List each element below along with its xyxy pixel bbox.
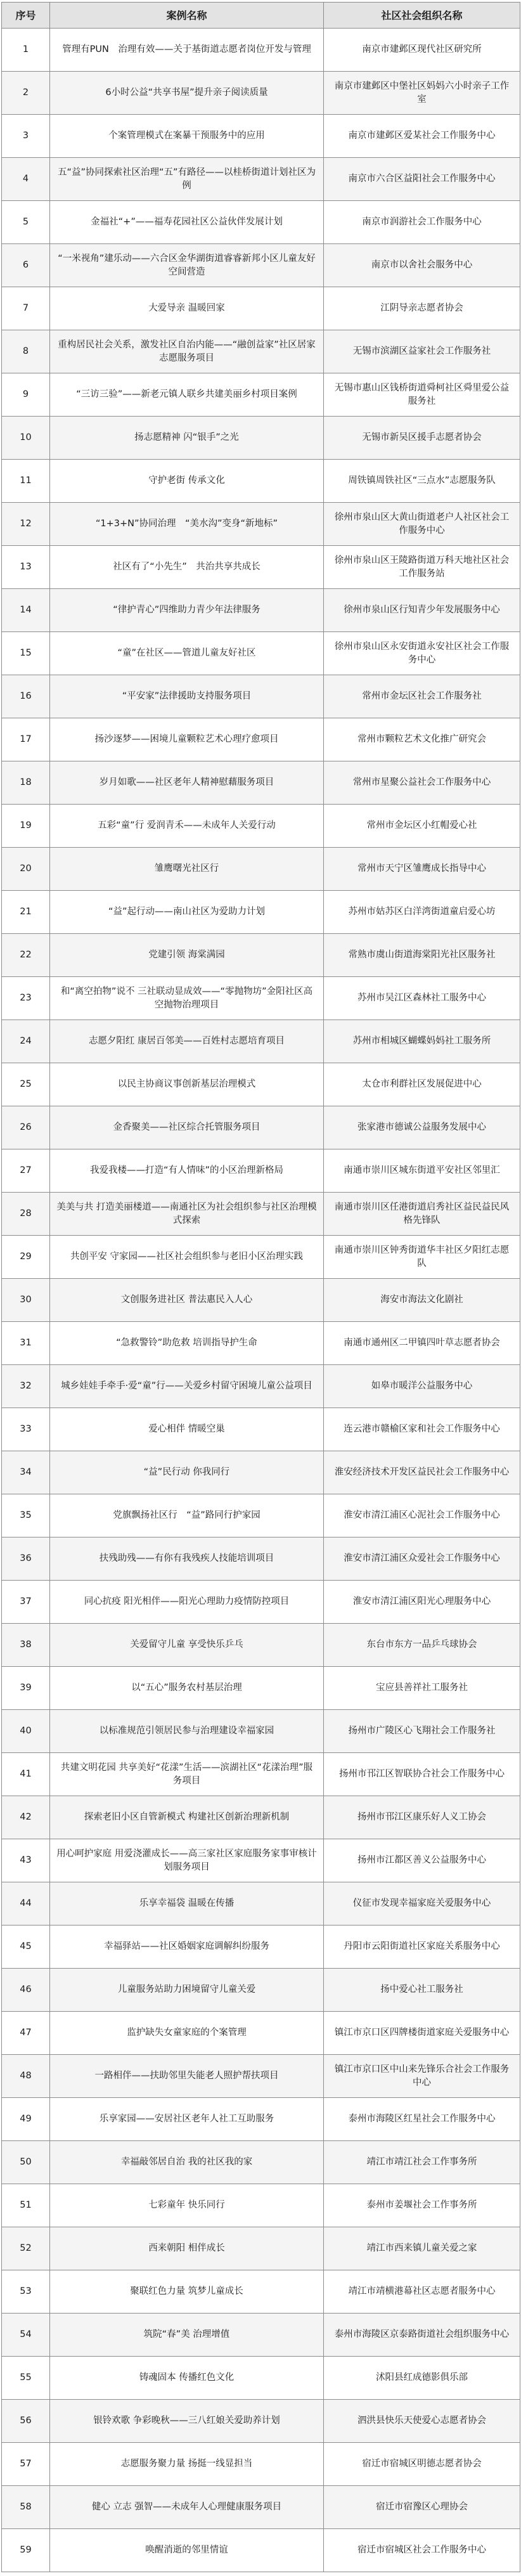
table-row — [2, 891, 520, 934]
cell-no: 35 — [2, 1494, 50, 1537]
cell-case-name: 共创平安 守家园——社区社会组织参与老旧小区治理实践 — [50, 1236, 324, 1279]
cell-org-name: 扬州市江都区善义公益服务中心 — [324, 1839, 520, 1882]
table-row — [2, 244, 520, 287]
table-row — [2, 1710, 520, 1753]
case-table — [1, 2, 520, 2572]
cell-no: 46 — [2, 1969, 50, 2012]
cell-case-name: “三访三验”——新老元镇人联乡共建美丽乡村项目案例 — [50, 373, 324, 417]
header-no: 序号 — [2, 3, 50, 29]
cell-case-name: 以“五心”服务农村基层治理 — [50, 1667, 324, 1710]
table-row — [2, 1106, 520, 1149]
cell-no: 57 — [2, 2443, 50, 2486]
cell-case-name: 监护缺失女童家庭的个案管理 — [50, 2012, 324, 2055]
cell-no: 21 — [2, 891, 50, 934]
table-row — [2, 115, 520, 158]
table-row — [2, 1236, 520, 1279]
cell-org-name: 太仓市利群社区发展促进中心 — [324, 1063, 520, 1106]
cell-no: 12 — [2, 503, 50, 546]
cell-case-name: 唤醒消逝的邻里情谊 — [50, 2529, 324, 2572]
cell-no: 51 — [2, 2184, 50, 2227]
cell-case-name: 和“离空拍物”说不 三社联动显成效——“零抛物坊”金阳社区高空抛物治理项目 — [50, 977, 324, 1020]
cell-case-name: 重构居民社会关系，激发社区自治内能——“融创益家”社区居家志愿服务项目 — [50, 330, 324, 373]
cell-org-name: 淮安市清江浦区众爱社会工作服务中心 — [324, 1537, 520, 1581]
cell-no: 9 — [2, 373, 50, 417]
cell-no: 22 — [2, 934, 50, 977]
cell-no: 2 — [2, 72, 50, 115]
table-row — [2, 1193, 520, 1236]
table-row — [2, 1969, 520, 2012]
table-header-row — [2, 3, 520, 29]
cell-no: 32 — [2, 1365, 50, 1408]
table-row — [2, 158, 520, 201]
table-row — [2, 2227, 520, 2270]
cell-case-name: 幸福驿站——社区婚姻家庭调解纠纷服务 — [50, 1926, 324, 1969]
cell-org-name: 徐州市泉山区行知青少年发展服务中心 — [324, 589, 520, 632]
cell-org-name: 常州市颗粒艺术文化推广研究会 — [324, 718, 520, 761]
cell-org-name: 无锡市滨湖区益家社会工作服务社 — [324, 330, 520, 373]
cell-no: 28 — [2, 1193, 50, 1236]
cell-no: 34 — [2, 1451, 50, 1494]
table-row — [2, 1322, 520, 1365]
cell-org-name: 靖江市靖横港幕社区志愿者服务中心 — [324, 2270, 520, 2314]
cell-org-name: 如皋市暖洋公益服务中心 — [324, 1365, 520, 1408]
cell-case-name: “益”民行动 你我同行 — [50, 1451, 324, 1494]
cell-org-name: 常州市金坛区社会工作服务社 — [324, 675, 520, 718]
cell-org-name: 南京市建邺区现代社区研究所 — [324, 29, 520, 72]
cell-case-name: “平安家”法律援助支持服务项目 — [50, 675, 324, 718]
cell-case-name: 文创服务进社区 普法惠民入人心 — [50, 1279, 324, 1322]
cell-no: 40 — [2, 1710, 50, 1753]
cell-org-name: 宿迁市宿城区社会工作服务中心 — [324, 2529, 520, 2572]
table-row — [2, 1839, 520, 1882]
cell-no: 53 — [2, 2270, 50, 2314]
cell-case-name: “急救警铃”助危救 培训指导护生命 — [50, 1322, 324, 1365]
cell-org-name: 镇江市京口区四牌楼街道家庭关爱服务中心 — [324, 2012, 520, 2055]
cell-no: 36 — [2, 1537, 50, 1581]
table-row — [2, 2486, 520, 2529]
cell-case-name: 乐享家园——安居社区老年人社工互助服务 — [50, 2098, 324, 2141]
table-row — [2, 761, 520, 805]
cell-no: 8 — [2, 330, 50, 373]
cell-case-name: 金香聚美——社区综合托管服务项目 — [50, 1106, 324, 1149]
cell-org-name: 沭阳县红成德影俱乐部 — [324, 2357, 520, 2400]
table-row — [2, 2270, 520, 2314]
cell-org-name: 南通市崇川区钟秀街道华丰社区夕阳红志愿队 — [324, 1236, 520, 1279]
cell-org-name: 南京市六合区益阳社会工作服务中心 — [324, 158, 520, 201]
cell-case-name: 银铃欢歌 争彩晚秋——三八红娘关爱助养计划 — [50, 2400, 324, 2443]
cell-case-name: 儿童服务站助力困境留守儿童关爱 — [50, 1969, 324, 2012]
cell-no: 29 — [2, 1236, 50, 1279]
table-row — [2, 1451, 520, 1494]
table-row — [2, 1149, 520, 1193]
table-row — [2, 1537, 520, 1581]
cell-no: 17 — [2, 718, 50, 761]
cell-no: 25 — [2, 1063, 50, 1106]
cell-org-name: 淮安市清江浦区阳光心理服务中心 — [324, 1581, 520, 1624]
header-org-name: 社区社会组织名称 — [324, 3, 520, 29]
cell-org-name: 扬州市广陵区心飞翔社会工作服务社 — [324, 1710, 520, 1753]
cell-case-name: “童”在社区——管道儿童友好社区 — [50, 632, 324, 675]
cell-org-name: 南京市建邺区爱某社会工作服务中心 — [324, 115, 520, 158]
table-row — [2, 330, 520, 373]
cell-no: 45 — [2, 1926, 50, 1969]
cell-no: 10 — [2, 417, 50, 460]
cell-org-name: 海安市海法文化剧社 — [324, 1279, 520, 1322]
table-row — [2, 2098, 520, 2141]
cell-no: 14 — [2, 589, 50, 632]
table-row — [2, 373, 520, 417]
cell-no: 52 — [2, 2227, 50, 2270]
cell-case-name: 五“益”协同探索社区治理“五”有路径——以桂桥街道计划社区为例 — [50, 158, 324, 201]
cell-case-name: 以民主协商议事创新基层治理模式 — [50, 1063, 324, 1106]
cell-no: 23 — [2, 977, 50, 1020]
table-row — [2, 1408, 520, 1451]
cell-no: 33 — [2, 1408, 50, 1451]
cell-no: 39 — [2, 1667, 50, 1710]
cell-case-name: 志愿服务聚力量 扬挺一线显担当 — [50, 2443, 324, 2486]
table-row — [2, 1279, 520, 1322]
cell-no: 13 — [2, 546, 50, 589]
cell-case-name: 幸福敲邻居自治 我的社区我的家 — [50, 2141, 324, 2184]
cell-no: 59 — [2, 2529, 50, 2572]
cell-case-name: 一路相伴——扶助邻里失能老人照护帮扶项目 — [50, 2055, 324, 2098]
cell-case-name: 6小时公益“共享书屋”提升亲子阅读质量 — [50, 72, 324, 115]
cell-no: 31 — [2, 1322, 50, 1365]
cell-org-name: 南京市润游社会工作服务中心 — [324, 201, 520, 244]
cell-org-name: 扬中爱心社工服务社 — [324, 1969, 520, 2012]
table-row — [2, 718, 520, 761]
document-page — [1, 2, 520, 2572]
cell-org-name: 宿迁市宿城区明德志愿者协会 — [324, 2443, 520, 2486]
cell-no: 27 — [2, 1149, 50, 1193]
table-row — [2, 287, 520, 330]
cell-org-name: 常州市天宁区雏鹰成长指导中心 — [324, 848, 520, 891]
cell-no: 7 — [2, 287, 50, 330]
table-row — [2, 805, 520, 848]
table-row — [2, 977, 520, 1020]
cell-org-name: 宝应县善祥社工服务社 — [324, 1667, 520, 1710]
cell-case-name: 共建文明花园 共享美好“花漾”生活——滨湖社区“花漾治理”服务项目 — [50, 1753, 324, 1796]
cell-no: 11 — [2, 460, 50, 503]
table-row — [2, 2184, 520, 2227]
table-row — [2, 1494, 520, 1537]
table-row — [2, 934, 520, 977]
cell-case-name: 党旗飘扬社区行 “益”路同行护家园 — [50, 1494, 324, 1537]
table-row — [2, 675, 520, 718]
cell-case-name: 同心抗疫 阳光相伴——阳光心理助力疫情防控项目 — [50, 1581, 324, 1624]
table-row — [2, 1624, 520, 1667]
cell-no: 20 — [2, 848, 50, 891]
cell-case-name: 城乡娃娃手牵手·爱“童”行——关爱乡村留守困境儿童公益项目 — [50, 1365, 324, 1408]
cell-org-name: 南通市通州区二甲镇四叶草志愿者协会 — [324, 1322, 520, 1365]
table-row — [2, 201, 520, 244]
table-row — [2, 2443, 520, 2486]
cell-org-name: 无锡市惠山区钱桥街道舜柯社区舜里爱公益服务社 — [324, 373, 520, 417]
cell-case-name: 爱心相伴 情暖空巢 — [50, 1408, 324, 1451]
cell-case-name: 金福社“+”——福寿花园社区公益伙伴发展计划 — [50, 201, 324, 244]
cell-org-name: 淮安市清江浦区心泥社会工作服务中心 — [324, 1494, 520, 1537]
cell-org-name: 常州市星聚公益社会工作服务中心 — [324, 761, 520, 805]
cell-org-name: 南通市崇川区任港街道启秀社区益民益民风格先锋队 — [324, 1193, 520, 1236]
cell-org-name: 江阴导亲志愿者协会 — [324, 287, 520, 330]
cell-case-name: “律护青心”四维助力青少年法律服务 — [50, 589, 324, 632]
cell-case-name: 志愿夕阳红 康居百邻美——百姓村志愿培育项目 — [50, 1020, 324, 1063]
table-body — [2, 29, 520, 2572]
cell-org-name: 无锡市新吴区援手志愿者协会 — [324, 417, 520, 460]
cell-case-name: 七彩童年 快乐同行 — [50, 2184, 324, 2227]
cell-case-name: 西来朝阳 相伴成长 — [50, 2227, 324, 2270]
cell-case-name: 铸魂固本 传播红色文化 — [50, 2357, 324, 2400]
cell-no: 3 — [2, 115, 50, 158]
cell-case-name: 聚联红色力量 筑梦儿童成长 — [50, 2270, 324, 2314]
cell-no: 15 — [2, 632, 50, 675]
cell-org-name: 仪征市发现幸福家庭关爱服务中心 — [324, 1882, 520, 1926]
cell-case-name: 个案管理模式在案暴干预服务中的应用 — [50, 115, 324, 158]
table-row — [2, 29, 520, 72]
cell-case-name: 党建引领 海棠满园 — [50, 934, 324, 977]
cell-no: 1 — [2, 29, 50, 72]
cell-org-name: 靖江市西来镇儿童关爱之家 — [324, 2227, 520, 2270]
cell-case-name: “益”起行动——南山社区为爱助力计划 — [50, 891, 324, 934]
cell-case-name: 扶残助残——有你有我残疾人技能培训项目 — [50, 1537, 324, 1581]
cell-case-name: 我爱我楼——打造“有人情味”的小区治理新格局 — [50, 1149, 324, 1193]
cell-case-name: 守护老街 传承文化 — [50, 460, 324, 503]
cell-no: 4 — [2, 158, 50, 201]
cell-no: 41 — [2, 1753, 50, 1796]
cell-case-name: 管理有PUN 治理有效——关于基街道志愿者岗位开发与管理 — [50, 29, 324, 72]
cell-no: 5 — [2, 201, 50, 244]
table-row — [2, 1063, 520, 1106]
cell-case-name: 雏鹰曙光社区行 — [50, 848, 324, 891]
table-row — [2, 1365, 520, 1408]
cell-org-name: 南京市建邺区中堡社区妈妈六小时亲子工作室 — [324, 72, 520, 115]
table-row — [2, 417, 520, 460]
cell-case-name: 五彩“童”行 爱润青禾——未成年人关爱行动 — [50, 805, 324, 848]
cell-case-name: 美美与共 打造美丽楼道——南通社区为社会组织参与社区治理模式探索 — [50, 1193, 324, 1236]
cell-case-name: 扬沙逐梦——困境儿童颗粒艺术心理疗愈项目 — [50, 718, 324, 761]
cell-org-name: 泰州市姜堰社会工作事务所 — [324, 2184, 520, 2227]
cell-no: 58 — [2, 2486, 50, 2529]
table-row — [2, 2314, 520, 2357]
table-row — [2, 848, 520, 891]
cell-org-name: 扬州市邗江区智联协合社会工作服务中心 — [324, 1753, 520, 1796]
cell-org-name: 靖江市靖江社会工作事务所 — [324, 2141, 520, 2184]
cell-org-name: 淮安经济技术开发区益民社会工作服务中心 — [324, 1451, 520, 1494]
cell-org-name: 南通市崇川区城东街道平安社区邻里汇 — [324, 1149, 520, 1193]
header-case-name: 案例名称 — [50, 3, 324, 29]
cell-no: 42 — [2, 1796, 50, 1839]
table-row — [2, 2012, 520, 2055]
table-row — [2, 2357, 520, 2400]
cell-case-name: 岁月如歌——社区老年人精神慰藉服务项目 — [50, 761, 324, 805]
cell-case-name: 筑院“春”美 治理增值 — [50, 2314, 324, 2357]
cell-no: 38 — [2, 1624, 50, 1667]
table-row — [2, 632, 520, 675]
cell-case-name: 用心呵护家庭 用爱浇灌成长——高三家社区家庭服务家事审核计划服务项目 — [50, 1839, 324, 1882]
cell-no: 44 — [2, 1882, 50, 1926]
table-row — [2, 546, 520, 589]
cell-case-name: 探索老旧小区自管新模式 构建社区创新治理新机制 — [50, 1796, 324, 1839]
table-row — [2, 503, 520, 546]
cell-org-name: 徐州市泉山区王陵路街道万科天地社区社会工作服务站 — [324, 546, 520, 589]
cell-org-name: 苏州市相城区蝴蝶妈妈社工服务所 — [324, 1020, 520, 1063]
cell-org-name: 徐州市泉山区永安街道永安社区社会工作服务中心 — [324, 632, 520, 675]
cell-no: 24 — [2, 1020, 50, 1063]
cell-no: 19 — [2, 805, 50, 848]
cell-org-name: 苏州市吴江区森林社工服务中心 — [324, 977, 520, 1020]
cell-org-name: 张家港市德诚公益服务发展中心 — [324, 1106, 520, 1149]
table-row — [2, 1020, 520, 1063]
cell-org-name: 徐州市泉山区大黄山街道老户人社区社会工作服务中心 — [324, 503, 520, 546]
cell-no: 54 — [2, 2314, 50, 2357]
cell-org-name: 泰州市海陵区京泰路街道社会组织服务中心 — [324, 2314, 520, 2357]
table-row — [2, 2055, 520, 2098]
cell-no: 30 — [2, 1279, 50, 1322]
table-row — [2, 2529, 520, 2572]
cell-no: 56 — [2, 2400, 50, 2443]
cell-no: 6 — [2, 244, 50, 287]
cell-org-name: 周铁镇周铁社区“三点水”志愿服务队 — [324, 460, 520, 503]
table-row — [2, 1926, 520, 1969]
cell-org-name: 苏州市姑苏区白洋湾街道童启爱心坊 — [324, 891, 520, 934]
cell-case-name: 健心 立志 强智——未成年人心理健康服务项目 — [50, 2486, 324, 2529]
cell-org-name: 常熟市虞山街道海棠阳光社区服务社 — [324, 934, 520, 977]
cell-case-name: “1+3+N”协同治理 “美水沟”变身“新地标” — [50, 503, 324, 546]
cell-org-name: 镇江市京口区中山来先锋乐合社会工作服务中心 — [324, 2055, 520, 2098]
table-row — [2, 2400, 520, 2443]
table-row — [2, 72, 520, 115]
cell-org-name: 南京市以舍社会服务中心 — [324, 244, 520, 287]
cell-no: 50 — [2, 2141, 50, 2184]
cell-no: 48 — [2, 2055, 50, 2098]
cell-org-name: 丹阳市云阳街道社区家庭关系服务中心 — [324, 1926, 520, 1969]
cell-org-name: 宿迁市宿豫区心理协会 — [324, 2486, 520, 2529]
cell-org-name: 扬州市邗江区康乐好人义工协会 — [324, 1796, 520, 1839]
cell-case-name: 关爱留守儿童 享受快乐乒乓 — [50, 1624, 324, 1667]
cell-no: 37 — [2, 1581, 50, 1624]
cell-no: 16 — [2, 675, 50, 718]
cell-no: 47 — [2, 2012, 50, 2055]
cell-org-name: 常州市金坛区小红帽爱心社 — [324, 805, 520, 848]
table-row — [2, 1667, 520, 1710]
cell-no: 18 — [2, 761, 50, 805]
cell-case-name: 扬志愿精神 闪“银手”之光 — [50, 417, 324, 460]
table-row — [2, 2141, 520, 2184]
cell-no: 26 — [2, 1106, 50, 1149]
cell-no: 49 — [2, 2098, 50, 2141]
cell-case-name: 以标准规范引领居民参与治理建设幸福家园 — [50, 1710, 324, 1753]
cell-org-name: 东台市东方一品乒乓球协会 — [324, 1624, 520, 1667]
table-row — [2, 1882, 520, 1926]
cell-no: 55 — [2, 2357, 50, 2400]
table-row — [2, 1753, 520, 1796]
cell-org-name: 连云港市赣榆区家和社会工作服务中心 — [324, 1408, 520, 1451]
cell-case-name: 大爱导亲 温暖回家 — [50, 287, 324, 330]
table-row — [2, 1581, 520, 1624]
cell-case-name: 社区有了“小先生” 共治共享共成长 — [50, 546, 324, 589]
cell-case-name: “一米视角”建乐动——六合区金华湖街道睿睿新邦小区儿童友好空间营造 — [50, 244, 324, 287]
table-row — [2, 1796, 520, 1839]
cell-org-name: 泰州市海陵区红星社会工作服务中心 — [324, 2098, 520, 2141]
table-row — [2, 460, 520, 503]
table-row — [2, 589, 520, 632]
cell-no: 43 — [2, 1839, 50, 1882]
cell-case-name: 乐享幸福袋 温暖在传播 — [50, 1882, 324, 1926]
cell-org-name: 泗洪县快乐天使爱心志愿者协会 — [324, 2400, 520, 2443]
